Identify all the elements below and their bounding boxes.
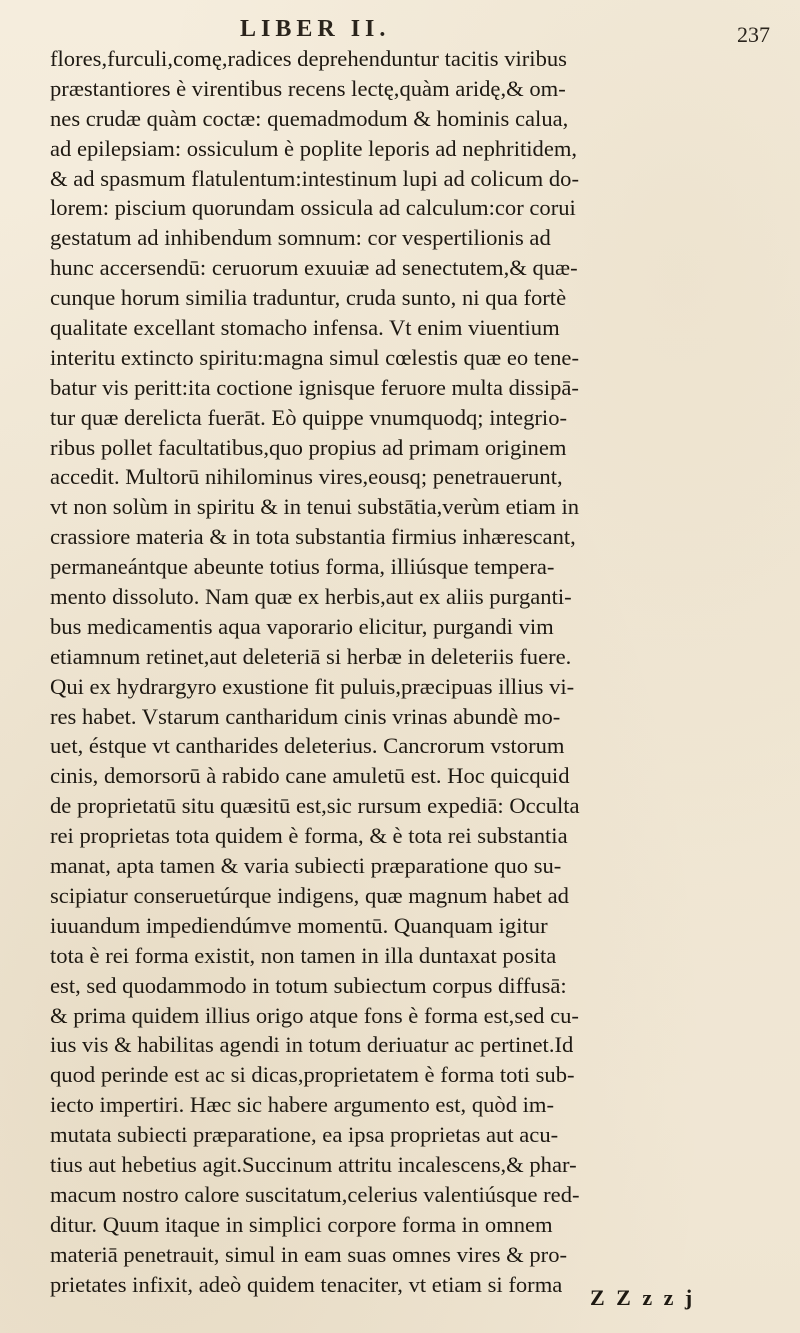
text-line: tota è rei forma existit, non tamen in illa duntaxat posita (50, 942, 557, 968)
text-line: mutata subiecti præparatione, ea ipsa proprietas aut acu- (50, 1122, 559, 1148)
text-line: ditur. Quum itaque in simplici corpore forma in omnem (50, 1211, 553, 1237)
text-line: lorem: piscium quorundam ossicula ad calculum:cor corui (50, 195, 576, 221)
text-line: & ad spasmum flatulentum:intestinum lupi ad colicum do- (50, 165, 579, 191)
text-line: prietates infixit, adeò quidem tenaciter, vt etiam si forma (50, 1271, 563, 1297)
text-line: qualitate excellant stomacho infensa. Vt enim viuentium (50, 315, 560, 341)
text-line: ius vis & habilitas agendi in totum deriuatur ac pertinet.Id (50, 1032, 574, 1058)
text-line: rei proprietas tota quidem è forma, & è tota rei substantia (50, 823, 568, 849)
text-line: de proprietatū situ quæsitū est,sic rursum expediā: Occulta (50, 793, 580, 819)
text-line: cunque horum similia traduntur, cruda sunto, ni qua fortè (50, 285, 567, 311)
text-line: hunc accersendū: ceruorum exuuiæ ad senectutem,& quæ- (50, 255, 578, 281)
text-line: macum nostro calore suscitatum,celerius valentiúsque red- (50, 1181, 580, 1207)
text-line: res habet. Vstarum cantharidum cinis vrinas abundè mo- (50, 703, 561, 729)
text-line: mento dissoluto. Nam quæ ex herbis,aut ex aliis purganti- (50, 584, 572, 610)
text-line: est, sed quodammodo in totum subiectum corpus diffusā: (50, 972, 567, 998)
text-line: manat, apta tamen & varia subiecti præparatione quo su- (50, 853, 562, 879)
text-line: vt non solùm in spiritu & in tenui substātia,verùm etiam in (50, 494, 580, 520)
text-line: præstantiores è virentibus recens lectę,quàm aridę,& om- (50, 75, 566, 101)
text-line: bus medicamentis aqua vaporario elicitur, purgandi vim (50, 613, 554, 639)
text-line: quod perinde est ac si dicas,proprietatem è forma toti sub- (50, 1062, 575, 1088)
text-line: nes crudæ quàm coctæ: quemadmodum & hominis calua, (50, 105, 569, 131)
text-line: materiā penetrauit, simul in eam suas omnes vires & pro- (50, 1241, 568, 1267)
text-line: tius aut hebetius agit.Succinum attritu incalescens,& phar- (50, 1151, 577, 1177)
page-number: 237 (737, 22, 770, 47)
text-line: batur vis peritt:ita coctione ignisque feruore multa dissipā- (50, 374, 579, 400)
signature-mark: Z Z z z j (590, 1285, 696, 1310)
text-line: & prima quidem illius origo atque fons è forma est,sed cu- (50, 1002, 579, 1028)
text-line: Qui ex hydrargyro exustione fit puluis,præcipuas illius vi- (50, 673, 575, 699)
text-line: crassiore materia & in tota substantia firmius inhærescant, (50, 524, 576, 550)
text-line: uet, éstque vt cantharides deleterius. Cancrorum vstorum (50, 733, 565, 759)
text-line: iecto impertiri. Hæc sic habere argumento est, quòd im- (50, 1092, 555, 1118)
text-line: permaneántque abeunte totius forma, illiúsque tempera- (50, 554, 555, 580)
text-line: etiamnum retinet,aut deleteriā si herbæ in deleteriis fuere. (50, 643, 572, 669)
text-line: flores,furculi,comę,radices deprehenduntur tacitis viribus (50, 46, 567, 71)
running-head: LIBER II. (240, 16, 391, 42)
text-line: interitu extincto spiritu:magna simul cœlestis quæ eo tene- (50, 344, 579, 370)
text-line: scipiatur conseruetúrque indigens, quæ magnum habet ad (50, 882, 569, 908)
body-text (50, 44, 780, 1299)
text-line: iuuandum impediendúmve momentū. Quanquam igitur (50, 912, 548, 938)
text-line: gestatum ad inhibendum somnum: cor vespertilionis ad (50, 225, 551, 251)
text-line: ad epilepsiam: ossiculum è poplite leporis ad nephritidem, (50, 135, 578, 161)
text-line: cinis, demorsorū à rabido cane amuletū est. Hoc quicquid (50, 763, 570, 789)
text-line: ribus pollet facultatibus,quo propius ad primam originem (50, 434, 567, 460)
text-line: tur quæ derelicta fuerāt. Eò quippe vnumquodq; integrio- (50, 404, 568, 430)
text-line: accedit. Multorū nihilominus vires,eousq; penetrauerunt, (50, 464, 563, 490)
